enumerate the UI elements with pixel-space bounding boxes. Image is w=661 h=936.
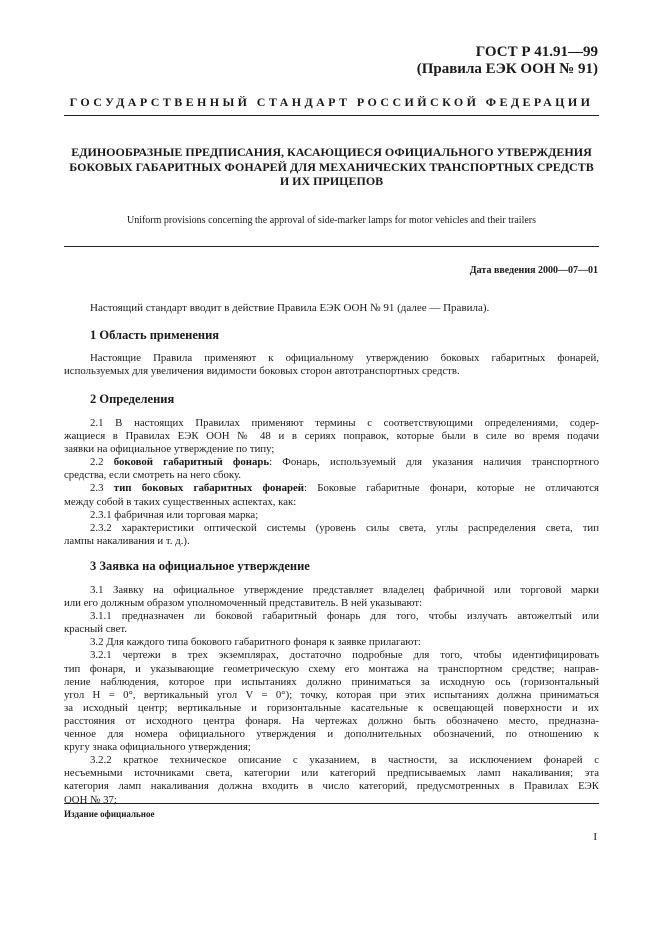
text-line: используемых для увеличения видимости боковых сторон автотранспортных средств. <box>64 365 460 378</box>
text-line: несъемными источниками света, категории или категорий предписываемых ламп накаливания; эта <box>64 767 599 780</box>
section-3-body <box>64 584 599 807</box>
text-line: 3.1 Заявку на официальное утверждение представляет владелец фабричной или торговой марки <box>90 584 599 596</box>
section-1-body <box>64 352 599 378</box>
definition-2-2 <box>64 456 599 469</box>
english-title: Uniform provisions concerning the approval of side-marker lamps for motor vehicles and their trailers <box>126 215 537 226</box>
text-line: 3.1.1 предназначен ли боковой габаритный фонарь для того, чтобы излучать автожелтый или <box>90 610 599 623</box>
clause-number: 2.2 <box>90 456 114 469</box>
edition-note: Издание официальное <box>64 809 155 819</box>
text-line: 3.2 Для каждого типа бокового габаритного фонаря к заявке прилагают: <box>90 636 421 649</box>
text-line: ООН № 37; <box>64 793 117 806</box>
defined-term: боковой габаритный фонарь <box>113 456 270 469</box>
text-line: 2.1 В настоящих Правилах применяют термины с соответствующими определениями, содер- <box>90 417 599 429</box>
definition-2-3 <box>64 482 599 495</box>
effective-date: Дата введения 2000—07—01 <box>469 265 598 276</box>
document-number-block <box>417 44 598 78</box>
text-line: кругу знака официального утверждения; <box>64 741 251 754</box>
text-line: тип фонаря, и указывающие геометрическую схему его монтажа на транспортном средстве; направ- <box>64 662 599 675</box>
text-line: 2.3.1 фабричная или торговая марка; <box>90 508 259 521</box>
text-line: красный свет. <box>64 623 127 636</box>
text-line: ченное для номера официального утверждения и дополнительных обозначений, по отношению к <box>64 728 599 741</box>
state-standard-heading: ГОСУДАРСТВЕННЫЙ СТАНДАРТ РОССИЙСКОЙ ФЕДЕРАЦИИ <box>69 95 594 109</box>
text-line: Настоящие Правила применяют к официальному утверждению боковых габаритных фонарей, <box>90 352 599 364</box>
title-line: И ИХ ПРИЦЕПОВ <box>279 174 384 188</box>
definition-text: : Боковые габаритные фонари, которые не отличаются <box>304 482 600 495</box>
text-line: лампы накаливания и т. д.). <box>64 534 190 547</box>
document-alias: (Правила ЕЭК ООН № 91) <box>416 61 598 77</box>
intro-paragraph: Настоящий стандарт вводит в действие Правила ЕЭК ООН № 91 (далее — Правила). <box>90 302 490 314</box>
title-line: ЕДИНООБРАЗНЫЕ ПРЕДПИСАНИЯ, КАСАЮЩИЕСЯ ОФИЦИАЛЬНОГО УТВЕРЖДЕНИЯ <box>71 145 592 159</box>
document-title <box>64 145 599 189</box>
definition-text: : Фонарь, используемый для указания наличия транспортного <box>269 456 599 469</box>
text-line: средства, если смотреть на него сбоку. <box>64 469 241 482</box>
text-line: 2.3.2 характеристики оптической системы (уровень силы света, углы распределения света, тип <box>90 521 599 534</box>
text-line: жащиеся в Правилах ЕЭК ООН № 48 и в сериях поправок, которые были в силе во время подачи <box>64 430 599 443</box>
text-line: ление наблюдения, которое при испытаниях должно приниматься за исходную ось (горизонтальный <box>64 675 599 688</box>
text-line: за исходный центр; вертикальные и горизонтальные касательные к освещающей поверхности и их <box>64 701 599 714</box>
text-line: расстояния от исходного центра фонаря. На чертежах должно быть обозначено место, предназна- <box>64 714 599 727</box>
section-2-body <box>64 417 599 548</box>
text-line: угол H = 0°, вертикальный угол V = 0°); точку, которая при этих испытаниях должна приниматься <box>64 688 599 701</box>
text-line: категория ламп накаливания должна входить в число категорий, предусмотренных в Правилах ЕЭК <box>64 780 599 793</box>
text-line: 3.2.2 краткое техническое описание с указанием, в частности, за исключением фонарей с <box>90 754 599 767</box>
title-rule-bottom <box>64 246 599 247</box>
title-line: БОКОВЫХ ГАБАРИТНЫХ ФОНАРЕЙ ДЛЯ МЕХАНИЧЕСКИХ ТРАНСПОРТНЫХ СРЕДСТВ <box>69 159 594 174</box>
header-rule-top <box>64 115 599 116</box>
footer-rule <box>64 803 599 804</box>
document-number: ГОСТ Р 41.91—99 <box>475 44 598 60</box>
text-line: заявки на официальное утверждение по типу; <box>64 443 275 456</box>
text-line: или его должным образом уполномоченный представитель. В ней указывают: <box>64 597 423 610</box>
text-line: между собой в таких существенных аспектах, как: <box>64 495 297 508</box>
text-line: 3.2.1 чертежи в трех экземплярах, достаточно подробные для того, чтобы идентифицировать <box>90 649 599 662</box>
section-3-heading: 3 Заявка на официальное утверждение <box>90 559 310 573</box>
section-2-heading: 2 Определения <box>90 392 175 406</box>
section-1-heading: 1 Область применения <box>90 328 220 342</box>
defined-term: тип боковых габаритных фонарей <box>113 482 304 495</box>
page-number: I <box>593 831 597 843</box>
clause-number: 2.3 <box>90 482 114 495</box>
